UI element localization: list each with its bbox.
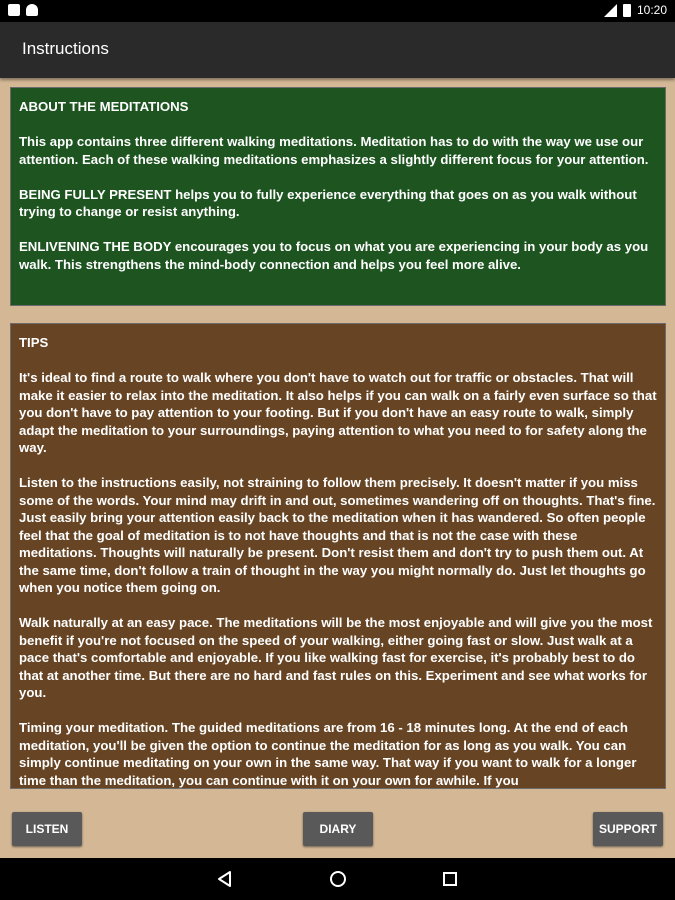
- android-icon: [26, 4, 38, 16]
- navigation-bar: [0, 858, 675, 900]
- tips-panel[interactable]: [10, 323, 666, 789]
- status-bar: [0, 0, 675, 22]
- about-panel: [10, 87, 666, 306]
- about-heading: ABOUT THE MEDITATIONS: [19, 99, 189, 114]
- tips-paragraph: It's ideal to find a route to walk where you don't have to watch out for traffic or obstacles. That will make it easier to relax into the meditation. It also helps if you can walk on a fairly even surface so that you don't have to pay attention to your footing. But if you don't have an easy route to walk, simply adapt the meditation to your surroundings, paying attention to what you need to for safety along the way.: [19, 370, 657, 455]
- status-time: 10:20: [636, 3, 667, 17]
- tips-paragraph: Timing your meditation. The guided meditations are from 16 - 18 minutes long. At the end of each meditation, you'll be given the option to continue the meditation for as long as you walk. You can simply continue meditating on your own in the same way. That way if you want to walk for a longer time than the meditation, you can continue with it on your own for awhile. If you: [19, 720, 637, 788]
- support-button[interactable]: SUPPORT: [593, 812, 663, 846]
- status-left-icons: [8, 4, 38, 16]
- recents-icon: [442, 871, 458, 887]
- listen-button[interactable]: LISTEN: [12, 812, 82, 846]
- signal-icon: [604, 4, 617, 17]
- status-right: [604, 3, 667, 17]
- page-title: Instructions: [22, 39, 109, 58]
- tips-paragraph: Walk naturally at an easy pace. The meditations will be the most enjoyable and will give you the most benefit if you're not focused on the speed of your walking, either going fast or slow. Just walk at a pace that's comfortable and enjoyable. If you like walking fast for exercise, it's probably best to do that at another time. But there are no hard and fast rules on this. Experiment and see what works for you.: [19, 615, 653, 700]
- about-paragraph: BEING FULLY PRESENT helps you to fully experience everything that goes on as you walk without trying to change or resist anything.: [19, 186, 637, 219]
- about-paragraph: This app contains three different walking meditations. Meditation has to do with the way we use our attention. Each of these walking meditations emphasizes a slightly different focus for your attention.: [19, 134, 649, 167]
- battery-icon: [623, 4, 631, 17]
- nav-back-button[interactable]: [195, 858, 255, 900]
- home-icon: [329, 870, 347, 888]
- nav-home-button[interactable]: [308, 858, 368, 900]
- notification-icon: [8, 4, 20, 16]
- tips-heading: TIPS: [19, 335, 49, 350]
- app-bar: [0, 22, 675, 78]
- diary-button[interactable]: DIARY: [303, 812, 373, 846]
- tips-paragraph: Listen to the instructions easily, not straining to follow them precisely. It doesn't matter if you miss some of the words. Your mind may drift in and out, sometimes wandering off on thoughts. That's fine. Just easily bring your attention easily back to the meditation when it has wandered. So often people feel that the goal of meditation is to not have thoughts and that is not the case with these meditations. Thoughts will naturally be present. Don't resist them and don't try to push them out. At the same time, don't follow a train of thought in the way you might normally do. Just let thoughts go when you notice them going on.: [19, 475, 656, 595]
- about-paragraph: ENLIVENING THE BODY encourages you to focus on what you are experiencing in your body as you walk. This strengthens the mind-body connection and helps you feel more alive.: [19, 239, 649, 272]
- nav-recents-button[interactable]: [420, 858, 480, 900]
- back-icon: [216, 870, 234, 888]
